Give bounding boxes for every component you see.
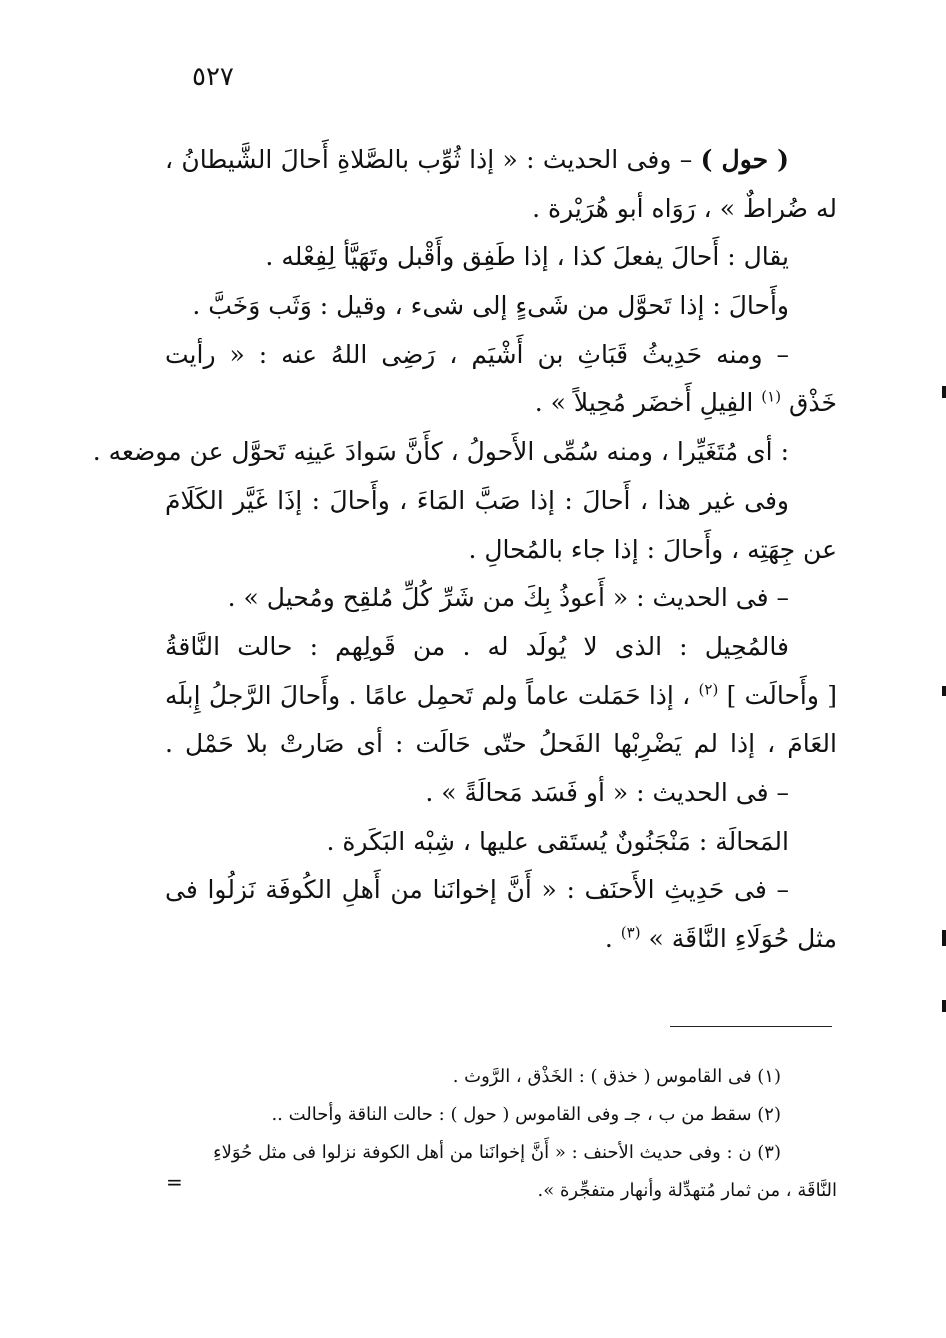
text-line: فالمُحِيل : الذى لا يُولَد له . من قَولِهم : حالت النَّاقةُ [165,631,789,661]
footnote-separator [670,1026,832,1027]
text-span: – وفى الحديث : « إذا ثُوِّب بالصَّلاةِ أَحالَ الشَّيطانُ ، [165,145,701,174]
text-line: المَحالَة : مَنْجَنُونٌ يُستَقى عليها ، شِبْه البَكَرة . [326,826,789,856]
scan-edge-mark [942,686,946,696]
page-number: ٥٢٧ [192,62,234,92]
text-line: وفى غير هذا ، أَحالَ : إذا صَبَّ المَاءَ ، وأَحالَ : إذَا غَيَّر الكَلَامَ [165,485,789,515]
footnotes [165,1058,837,1210]
text-line: – فى حَدِيثِ الأَحنَف : « أَنَّ إخوانَنا من أَهلِ الكُوفَة نَزلُوا فى [165,875,789,905]
text-line: وأَحالَ : إذا تَحوَّل من شَىءٍ إلى شىء ، وقيل : وَثَب وَخَبَّ . [192,291,789,321]
text-line: العَامَ ، إذا لم يَضْرِبْها الفَحلُ حتّى حَالَت : أى صَارتْ بلا حَمْل . [165,729,837,759]
scan-edge-mark [942,1000,946,1012]
text-line: – فى الحديث : « أو فَسَد مَحالَةً » . [425,777,789,807]
main-text [92,136,837,964]
footnote-ref: (١) [761,388,782,407]
text-line: – ومنه حَدِيثُ قَبَاثِ بن أَشْيَم ، رَضِى اللهُ عنه : « رأيت [165,339,789,369]
text-line: : أى مُتَغَيِّرا ، ومنه سُمِّى الأَحولُ ، كأَنَّ سَوادَ عَينِه تَحوَّل عن موضعه . [92,437,789,467]
text-line: – فى الحديث : « أَعوذُ بِكَ من شَرِّ كُلِّ مُلقِح ومُحيل » . [227,583,789,613]
text-span: خَذْق [781,388,837,418]
footnote-3: (٣) ن : وفى حديث الأحنف : « أَنَّ إخوانَنا من أهل الكوفة نزلوا فى مثل حُوَلاءِ [213,1142,781,1163]
text-line [165,915,837,964]
text-span: مثل حُوَلَاءِ النَّاقَة » [640,924,837,953]
text-span: الفِيلِ أَخضَر مُحِيلاً » . [534,388,762,418]
text-span: . [604,924,621,953]
text-line [165,672,837,721]
scan-edge-mark [942,930,946,946]
footnote-3-continuation: النَّاقَة ، من ثمار مُتهدِّلة وأنهار متفجِّرة ». [537,1180,837,1201]
footnote-ref: (٣) [620,923,641,942]
scan-edge-mark [942,386,946,398]
continuation-mark: = [166,1170,183,1194]
text-line: له ضُراطٌ » ، رَوَاه أبو هُرَيْرة . [532,193,837,223]
footnote-ref: (٢) [698,680,719,699]
headword: ( حول ) [700,145,789,174]
text-line [165,136,837,185]
text-line [165,379,837,428]
text-span: [ وأَحالَت ] [718,680,837,710]
footnote-1: (١) فى القاموس ( خذق ) : الخَذْق ، الرَّوث . [452,1066,781,1087]
text-line: يقال : أَحالَ يفعلَ كذا ، إذا طَفِق وأَقْبل وتَهَيَّأ لِفِعْله . [265,242,789,272]
text-line: عن جِهَتِه ، وأَحالَ : إذا جاء بالمُحالِ . [468,534,837,564]
text-span: ، إذا حَمَلت عاماً ولم تَحمِل عامًا . وأَحالَ الرَّجلُ إِبلَه [165,680,699,710]
footnote-2: (٢) سقط من ب ، جـ وفى القاموس ( حول ) : حالت الناقة وأحالت .. [271,1104,781,1125]
